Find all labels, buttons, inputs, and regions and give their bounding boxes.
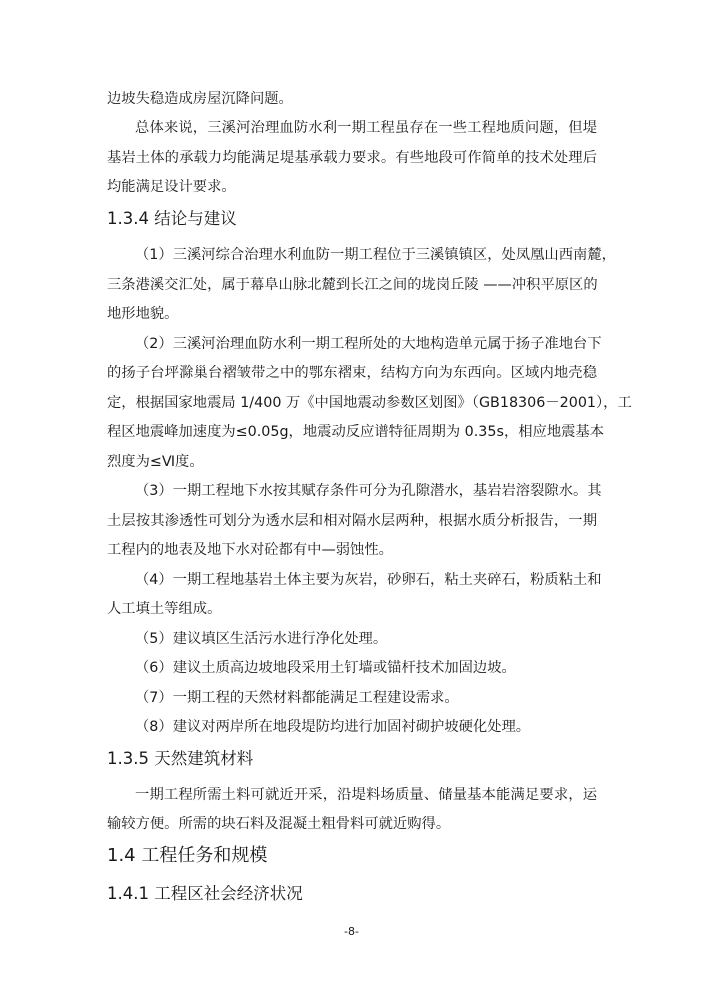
paragraph-line: 总体来说，三溪河治理血防水利一期工程虽存在一些工程地质问题，但堤 xyxy=(135,120,597,136)
paragraph-line: 输较方便。所需的块石料及混凝土粗骨料可就近购得。 xyxy=(107,816,451,832)
paragraph-line: 三条港溪交汇处，属于幕阜山脉北麓到长江之间的垅岗丘陵 ——冲积平原区的 xyxy=(107,277,598,293)
paragraph-line: 定，根据国家地震局 1/400 万《中国地震动参数区划图》（GB18306－2001），工 xyxy=(107,395,632,411)
paragraph-line: 地形地貌。 xyxy=(107,306,179,322)
paragraph-line: （8）建议对两岸所在地段堤防均进行加固衬砌护坡硬化处理。 xyxy=(135,719,531,735)
paragraph-line: （1）三溪河综合治理水利血防一期工程位于三溪镇镇区，处凤凰山西南麓， xyxy=(135,247,616,263)
page-number: -8- xyxy=(344,925,359,938)
paragraph-line: 程区地震峰加速度为≤0.05g，地震动反应谱特征周期为 0.35s，相应地震基本 xyxy=(107,424,605,440)
paragraph-line: 一期工程所需土料可就近开采，沿堤料场质量、储量基本能满足要求，运 xyxy=(135,787,597,803)
paragraph-line: （2）三溪河治理血防水利一期工程所处的大地构造单元属于扬子准地台下 xyxy=(135,336,602,352)
paragraph-line: 边坡失稳造成房屋沉降问题。 xyxy=(107,91,293,107)
paragraph-line: （7）一期工程的天然材料都能满足工程建设需求。 xyxy=(135,690,459,706)
paragraph-line: 均能满足设计要求。 xyxy=(107,179,236,195)
paragraph-line: 土层按其渗透性可划分为透水层和相对隔水层两种，根据水质分析报告，一期 xyxy=(107,513,597,529)
paragraph-line: 基岩土体的承载力均能满足堤基承载力要求。有些地段可作简单的技术处理后 xyxy=(107,150,597,166)
paragraph-line: （3）一期工程地下水按其赋存条件可分为孔隙潜水，基岩岩溶裂隙水。其 xyxy=(135,483,602,499)
paragraph-line: （4）一期工程地基岩土体主要为灰岩，砂卵石，粘土夹碎石，粉质粘土和 xyxy=(135,572,602,588)
section-heading: 1.3.5 天然建筑材料 xyxy=(107,749,254,768)
paragraph-line: （5）建议填区生活污水进行净化处理。 xyxy=(135,631,388,647)
paragraph-line: 烈度为≤Ⅵ度。 xyxy=(107,454,204,470)
section-heading: 1.4.1 工程区社会经济状况 xyxy=(107,884,303,903)
paragraph-line: 的扬子台坪滁巢台褶皱带之中的鄂东褶束，结构方向为东西向。区域内地壳稳 xyxy=(107,365,597,381)
paragraph-line: 工程内的地表及地下水对砼都有中—弱蚀性。 xyxy=(107,542,393,558)
paragraph-line: 人工填土等组成。 xyxy=(107,601,222,617)
paragraph-line: （6）建议土质高边坡地段采用土钉墙或锚杆技术加固边坡。 xyxy=(135,660,516,676)
section-heading: 1.3.4 结论与建议 xyxy=(107,209,237,228)
chapter-heading: 1.4 工程任务和规模 xyxy=(107,845,268,866)
